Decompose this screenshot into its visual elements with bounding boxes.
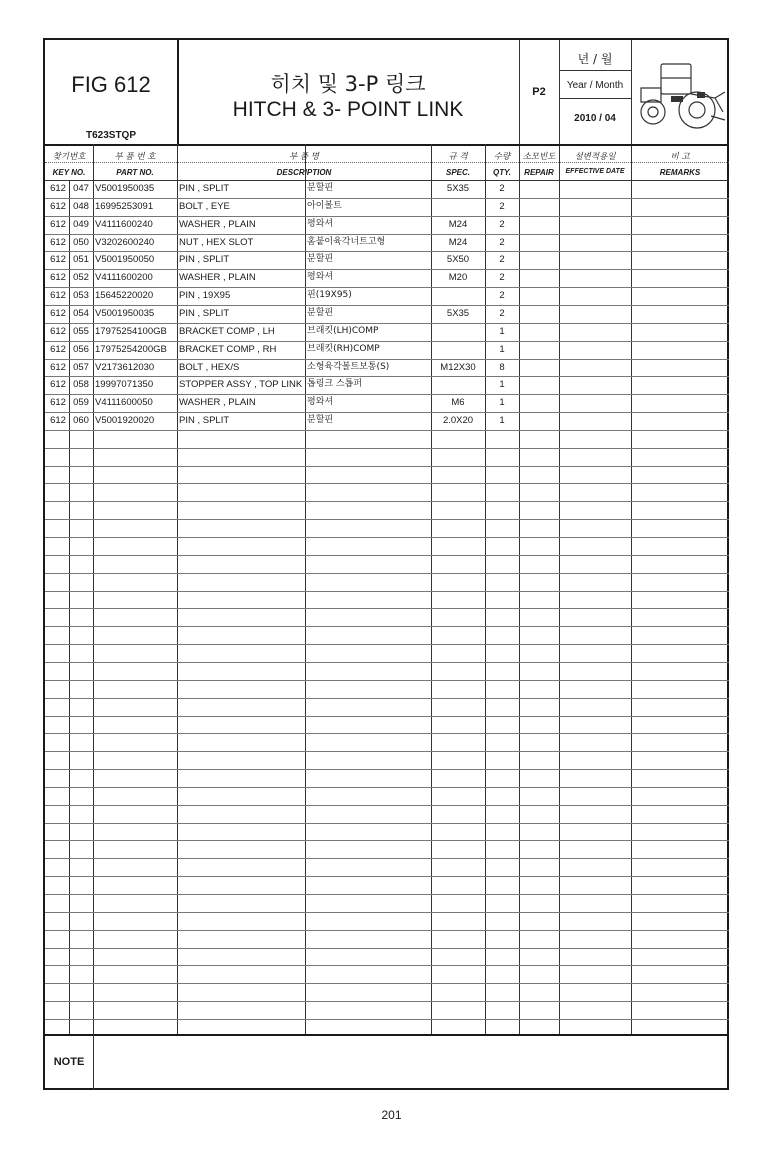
- cell-desc-en: BOLT , HEX/S: [179, 361, 240, 373]
- cell-key: 058: [73, 379, 89, 391]
- cell-desc-ko: 소형육각볼트보통(S): [307, 361, 390, 372]
- cell-part: V5001950035: [95, 307, 155, 319]
- col-desc-ko: 부 품 명: [288, 152, 320, 162]
- col-spec-ko: 규 격: [448, 152, 468, 162]
- cell-qty: 1: [499, 379, 505, 391]
- cell-part: V5001950035: [95, 183, 155, 194]
- page-code: P2: [532, 86, 546, 98]
- cell-qty: 2: [499, 272, 505, 284]
- cell-fig: 612: [50, 325, 66, 337]
- cell-desc-ko: 분할핀: [307, 415, 334, 426]
- cell-desc-ko: 브래킷(LH)COMP: [307, 325, 379, 336]
- cell-qty: 2: [499, 290, 505, 302]
- col-key-en: KEY NO.: [52, 168, 86, 177]
- cell-desc-en: WASHER , PLAIN: [179, 397, 256, 409]
- cell-part: 19997071350: [95, 379, 154, 391]
- grid-line: [177, 144, 178, 1034]
- page-number: 201: [381, 1108, 402, 1122]
- cell-desc-en: PIN , SPLIT: [179, 254, 230, 266]
- cell-fig: 612: [50, 254, 66, 266]
- cell-part: 16995253091: [95, 200, 154, 212]
- cell-spec: [431, 341, 485, 359]
- grid-line: [45, 519, 729, 520]
- date-box: [559, 40, 631, 144]
- cell-qty: 1: [499, 415, 505, 427]
- cell-qty: 1: [499, 397, 505, 409]
- grid-line: [45, 751, 729, 752]
- grid-line: [45, 930, 729, 931]
- cell-spec: 5X35: [446, 307, 470, 319]
- cell-fig: 612: [50, 361, 66, 373]
- cell-part: V4111600050: [95, 397, 153, 409]
- cell-fig: 612: [50, 236, 66, 248]
- date-value: 2010 / 04: [574, 113, 616, 124]
- date-label-korean: 년 / 월: [577, 52, 613, 66]
- cell-part: V3202600240: [95, 236, 155, 248]
- cell-desc-ko: 평와셔: [307, 397, 334, 408]
- cell-desc-en: BOLT , EYE: [179, 200, 230, 212]
- grid-line: [45, 840, 729, 841]
- cell-key: 059: [73, 397, 89, 409]
- cell-desc-ko: 홈붙이육각너트고형: [307, 236, 386, 247]
- cell-key: 052: [73, 272, 89, 284]
- cell-spec: M24: [448, 218, 468, 230]
- cell-key: 057: [73, 361, 89, 373]
- cell-desc-ko: 분할핀: [307, 307, 334, 318]
- cell-qty: 2: [499, 218, 505, 230]
- cell-fig: 612: [50, 218, 66, 230]
- cell-desc-en: WASHER , PLAIN: [179, 272, 256, 284]
- grid-line: [45, 537, 729, 538]
- parts-sheet: [43, 38, 729, 1090]
- col-remarks-ko: 비 고: [670, 152, 690, 162]
- grid-line: [45, 448, 729, 449]
- cell-spec: M20: [448, 272, 468, 284]
- cell-desc-ko: 톱링크 스톱퍼: [307, 379, 363, 390]
- cell-part: V4111600200: [95, 272, 153, 284]
- grid-line: [45, 876, 729, 877]
- grid-line: [45, 823, 729, 824]
- cell-key: 047: [73, 183, 89, 194]
- cell-key: 051: [73, 254, 89, 266]
- col-repair-en: REPAIR: [524, 168, 554, 177]
- cell-desc-en: STOPPER ASSY , TOP LINK: [179, 379, 303, 391]
- grid-line: [177, 40, 179, 144]
- cell-desc-ko: 핀(19X95): [307, 290, 352, 301]
- grid-line: [45, 483, 729, 484]
- title-english: HITCH & 3- POINT LINK: [232, 98, 464, 121]
- cell-spec: 2.0X20: [442, 415, 474, 427]
- grid-line: [45, 787, 729, 788]
- grid-line: [45, 662, 729, 663]
- fig-number-box: [45, 40, 177, 144]
- grid-line: [45, 430, 729, 431]
- cell-key: 050: [73, 236, 89, 248]
- grid-line: [45, 501, 729, 502]
- cell-fig: 612: [50, 415, 66, 427]
- cell-fig: 612: [50, 307, 66, 319]
- grid-line: [45, 608, 729, 609]
- cell-qty: 2: [499, 183, 505, 194]
- cell-spec: M6: [451, 397, 465, 409]
- grid-line: [45, 591, 729, 592]
- note-label: NOTE: [53, 1056, 85, 1068]
- date-label-english: Year / Month: [566, 80, 624, 91]
- col-spec-en: SPEC.: [445, 168, 470, 177]
- col-repair-ko: 소모빈도: [522, 152, 556, 162]
- cell-key: 060: [73, 415, 89, 427]
- cell-part: 17975254100GB: [95, 325, 167, 337]
- cell-fig: 612: [50, 183, 66, 194]
- grid-line: [93, 1034, 94, 1090]
- grid-line: [45, 1034, 729, 1036]
- cell-qty: 1: [499, 343, 505, 355]
- cell-part: V5001920020: [95, 415, 155, 427]
- grid-line: [45, 716, 729, 717]
- col-date-ko: 설변적용일: [574, 152, 616, 162]
- cell-part: V5001950050: [95, 254, 155, 266]
- cell-spec: 5X35: [446, 183, 470, 194]
- cell-desc-en: BRACKET COMP , LH: [179, 325, 275, 337]
- col-desc-en: DESCRIPTION: [276, 168, 332, 177]
- grid-line: [45, 858, 729, 859]
- col-date-en: EFFECTIVE DATE: [565, 168, 625, 175]
- cell-spec: 5X50: [446, 254, 470, 266]
- cell-desc-ko: 분할핀: [307, 183, 334, 193]
- cell-part: 17975254200GB: [95, 343, 167, 355]
- cell-desc-ko: 평와셔: [307, 218, 334, 229]
- cell-desc-ko: 브래킷(RH)COMP: [307, 343, 380, 354]
- grid-line: [45, 805, 729, 806]
- cell-desc-en: PIN , SPLIT: [179, 415, 230, 427]
- cell-desc-ko: 아이볼트: [307, 200, 342, 211]
- grid-line: [93, 144, 94, 1034]
- grid-line: [45, 1019, 729, 1020]
- cell-spec: [431, 323, 485, 341]
- grid-line: [45, 1001, 729, 1002]
- grid-line: [45, 733, 729, 734]
- cell-key: 048: [73, 200, 89, 212]
- cell-part: V4111600240: [95, 218, 153, 230]
- cell-part: 15645220020: [95, 290, 154, 302]
- col-part-ko: 부 품 번 호: [114, 152, 156, 162]
- col-key-ko: 찾기번호: [52, 152, 86, 162]
- grid-line: [559, 70, 631, 71]
- col-qty-en: QTY.: [493, 168, 511, 177]
- col-part-en: PART NO.: [116, 168, 154, 177]
- cell-qty: 2: [499, 254, 505, 266]
- grid-line: [45, 965, 729, 966]
- cell-spec: M12X30: [440, 361, 476, 373]
- cell-key: 055: [73, 325, 89, 337]
- grid-line: [45, 644, 729, 645]
- cell-qty: 1: [499, 325, 505, 337]
- cell-fig: 612: [50, 200, 66, 212]
- cell-desc-ko: 분할핀: [307, 254, 334, 265]
- grid-line: [45, 162, 729, 163]
- cell-key: 056: [73, 343, 89, 355]
- cell-part: V2173612030: [95, 361, 155, 373]
- grid-line: [45, 894, 729, 895]
- cell-desc-en: BRACKET COMP , RH: [179, 343, 277, 355]
- title-box: [177, 40, 519, 144]
- cell-fig: 612: [50, 379, 66, 391]
- col-remarks-en: REMARKS: [659, 168, 701, 177]
- col-qty-ko: 수량: [493, 152, 511, 162]
- cell-spec: M24: [448, 236, 468, 248]
- cell-spec: [431, 376, 485, 394]
- cell-fig: 612: [50, 290, 66, 302]
- cell-key: 049: [73, 218, 89, 230]
- cell-spec: [431, 287, 485, 305]
- cell-qty: 8: [499, 361, 505, 373]
- cell-fig: 612: [50, 343, 66, 355]
- cell-desc-en: PIN , SPLIT: [179, 183, 230, 194]
- tractor-icon: [631, 40, 729, 144]
- grid-line: [45, 769, 729, 770]
- cell-key: 053: [73, 290, 89, 302]
- grid-line: [45, 948, 729, 949]
- cell-fig: 612: [50, 272, 66, 284]
- grid-line: [45, 680, 729, 681]
- grid-line: [305, 144, 306, 1034]
- grid-line: [45, 698, 729, 699]
- cell-spec: [431, 198, 485, 216]
- grid-line: [45, 912, 729, 913]
- grid-line: [559, 98, 631, 99]
- cell-desc-en: NUT , HEX SLOT: [179, 236, 254, 248]
- cell-fig: 612: [50, 397, 66, 409]
- cell-desc-en: WASHER , PLAIN: [179, 218, 256, 230]
- cell-qty: 2: [499, 307, 505, 319]
- grid-line: [45, 555, 729, 556]
- cell-qty: 2: [499, 236, 505, 248]
- cell-desc-en: PIN , SPLIT: [179, 307, 230, 319]
- grid-line: [45, 466, 729, 467]
- cell-key: 054: [73, 307, 89, 319]
- cell-desc-en: PIN , 19X95: [179, 290, 231, 302]
- cell-qty: 2: [499, 200, 505, 212]
- grid-line: [45, 626, 729, 627]
- fig-number: FIG 612: [71, 72, 151, 97]
- grid-line: [45, 983, 729, 984]
- title-korean: 히치 및 3-P 링크: [270, 72, 426, 96]
- model-code: T623STQP: [85, 130, 137, 141]
- grid-line: [45, 573, 729, 574]
- grid-line: [45, 144, 729, 146]
- cell-desc-ko: 평와셔: [307, 272, 334, 283]
